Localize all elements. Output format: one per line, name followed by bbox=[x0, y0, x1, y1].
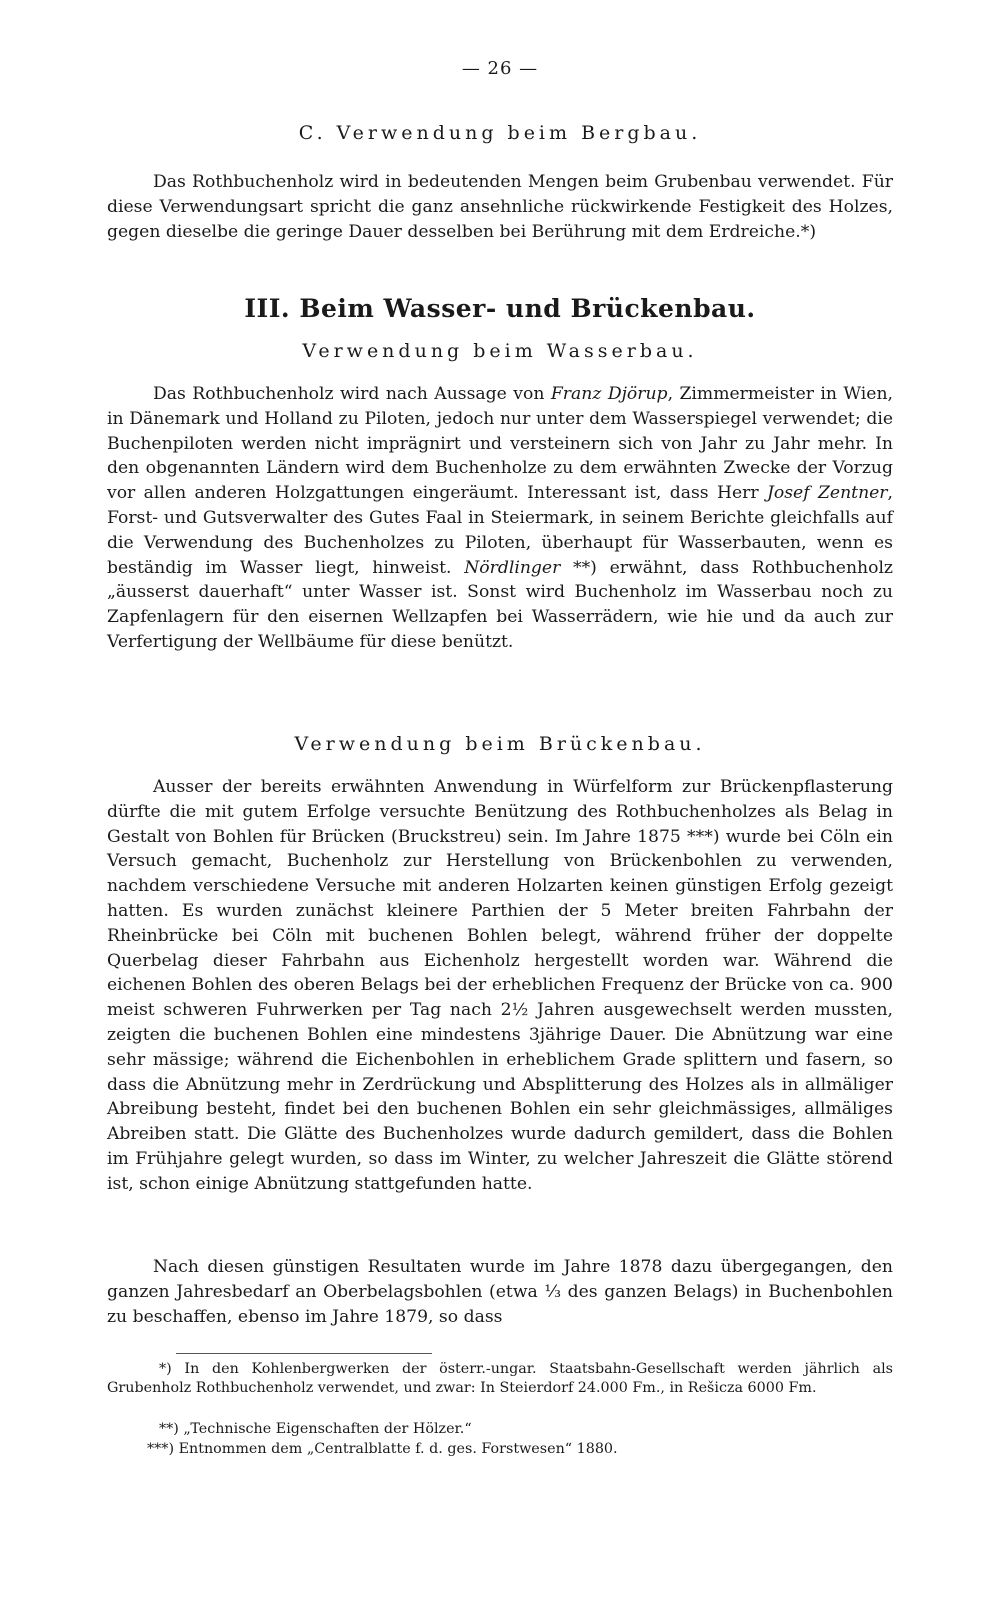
footnote-1 bbox=[107, 1360, 893, 1398]
section-heading-brueckenbau: Verwendung beim Brückenbau. bbox=[294, 733, 706, 755]
paragraph-bergbau: Das Rothbuchenholz wird in bedeutenden Mengen beim Grubenbau verwendet. Für diese Verwendungsart spricht die ganz ansehnliche rückwirkende Festigkeit des Holzes, gegen dieselbe die geringe Dauer desselben bei Berührung mit dem Erdreiche.*) bbox=[107, 172, 893, 242]
footnote-marker: **) bbox=[159, 1421, 179, 1437]
footnote-text: „Technische Eigenschaften der Hölzer.“ bbox=[183, 1421, 472, 1437]
footnote-marker: *) bbox=[159, 1361, 172, 1377]
person-name: Franz Djörup bbox=[550, 384, 668, 404]
page-number: — 26 — bbox=[461, 58, 539, 79]
text-run: , Zimmermeister in Wien, in Dänemark und Holland zu Piloten, jedoch nur unter dem Wasserspiegel verwendet; die Buchenpiloten werden nicht imprägnirt und versteinern sich von Jahr zu Jahr mehr. In den obgenannten Ländern wird dem Buchenholze zu dem erwähnten Zwecke der Vorzug vor allen anderen Holzgattungen eingeräumt. Interessant ist, dass Herr bbox=[107, 384, 893, 504]
paragraph-wasserbau bbox=[107, 382, 893, 655]
paragraph-brueckenbau-2: Nach diesen günstigen Resultaten wurde im Jahre 1878 dazu übergegangen, den ganzen Jahresbedarf an Oberbelagsbohlen (etwa ⅓ des ganzen Belags) in Buchenbohlen zu beschaffen, ebenso im Jahre 1879, so dass bbox=[107, 1257, 893, 1327]
section-heading-wasserbau: Verwendung beim Wasserbau. bbox=[302, 340, 698, 362]
footnote-text: In den Kohlenbergwerken der österr.-ungar. Staatsbahn-Gesellschaft werden jährlich als Grubenholz Rothbuchenholz verwendet, und zwar: In Steierdorf 24.000 Fm., in Rešicza 6000 Fm. bbox=[107, 1361, 893, 1396]
footnote-2 bbox=[107, 1420, 893, 1439]
text-run: **) erwähnt, dass Rothbuchenholz „äusserst dauerhaft“ unter Wasser ist. Sonst wird Buchenholz im Wasserbau noch zu Zapfenlagern für den eisernen Wellzapfen bei Wasserrädern, wie hie und da auch zur Verfertigung der Wellbäume für diese benützt. bbox=[107, 557, 893, 652]
person-name: Nördlinger bbox=[464, 557, 561, 578]
chapter-heading: III. Beim Wasser- und Brückenbau. bbox=[244, 294, 756, 323]
footnote-text: Entnommen dem „Centralblatte f. d. ges. Forstwesen“ 1880. bbox=[178, 1441, 618, 1457]
person-name: Josef Zentner bbox=[767, 483, 888, 504]
text-run: Das Rothbuchenholz wird nach Aussage von bbox=[153, 384, 551, 404]
text-run: , Forst- und Gutsverwalter des Gutes Faal in Steiermark, in seinem Berichte gleichfalls auf die Verwendung des Buchenholzes zu Piloten, überhaupt für Wasserbauten, wenn es beständig im Wasser liegt, hinweist. bbox=[107, 483, 893, 578]
section-heading-bergbau: C. Verwendung beim Bergbau. bbox=[298, 122, 702, 144]
footnote-divider bbox=[176, 1353, 432, 1354]
paragraph-brueckenbau-1: Ausser der bereits erwähnten Anwendung in Würfelform zur Brückenpflasterung dürfte die mit gutem Erfolge versuchte Benützung des Rothbuchenholzes als Belag in Gestalt von Bohlen für Brücken (Bruckstreu) sein. Im Jahre 1875 ***) wurde bei Cöln ein Versuch gemacht, Buchenholz zur Herstellung von Brückenbohlen zu verwenden, nachdem verschiedene Versuche mit anderen Holzarten keinen günstigen Erfolg gezeigt hatten. Es wurden zunächst kleinere Parthien der 5 Meter breiten Fahrbahn der Rheinbrücke bei Cöln mit buchenen Bohlen belegt, während früher der doppelte Querbelag dieser Fahrbahn aus Eichenholz hergestellt worden war. Während die eichenen Bohlen des oberen Belags bei der erheblichen Frequenz der Brücke von ca. 900 meist schweren Fuhrwerken per Tag nach 2½ Jahren ausgewechselt werden mussten, zeigten die buchenen Bohlen eine mindestens 3jährige Dauer. Die Abnützung war eine sehr mässige; während die Eichenbohlen in erheblichem Grade splittern und fasern, so dass die Abnützung mehr in Zerdrückung und Absplitterung des Holzes als in allmäliger Abreibung besteht, findet bei den buchenen Bohlen ein sehr gleichmässiges, allmäliges Abreiben statt. Die Glätte des Buchenholzes wurde dadurch gemildert, dass die Bohlen im Frühjahre gelegt wurden, so dass im Winter, zu welcher Jahreszeit die Glätte störend ist, schon einige Abnützung stattgefunden hatte. bbox=[107, 777, 893, 1194]
footnote-marker: ***) bbox=[147, 1441, 175, 1457]
footnote-3 bbox=[107, 1440, 893, 1459]
